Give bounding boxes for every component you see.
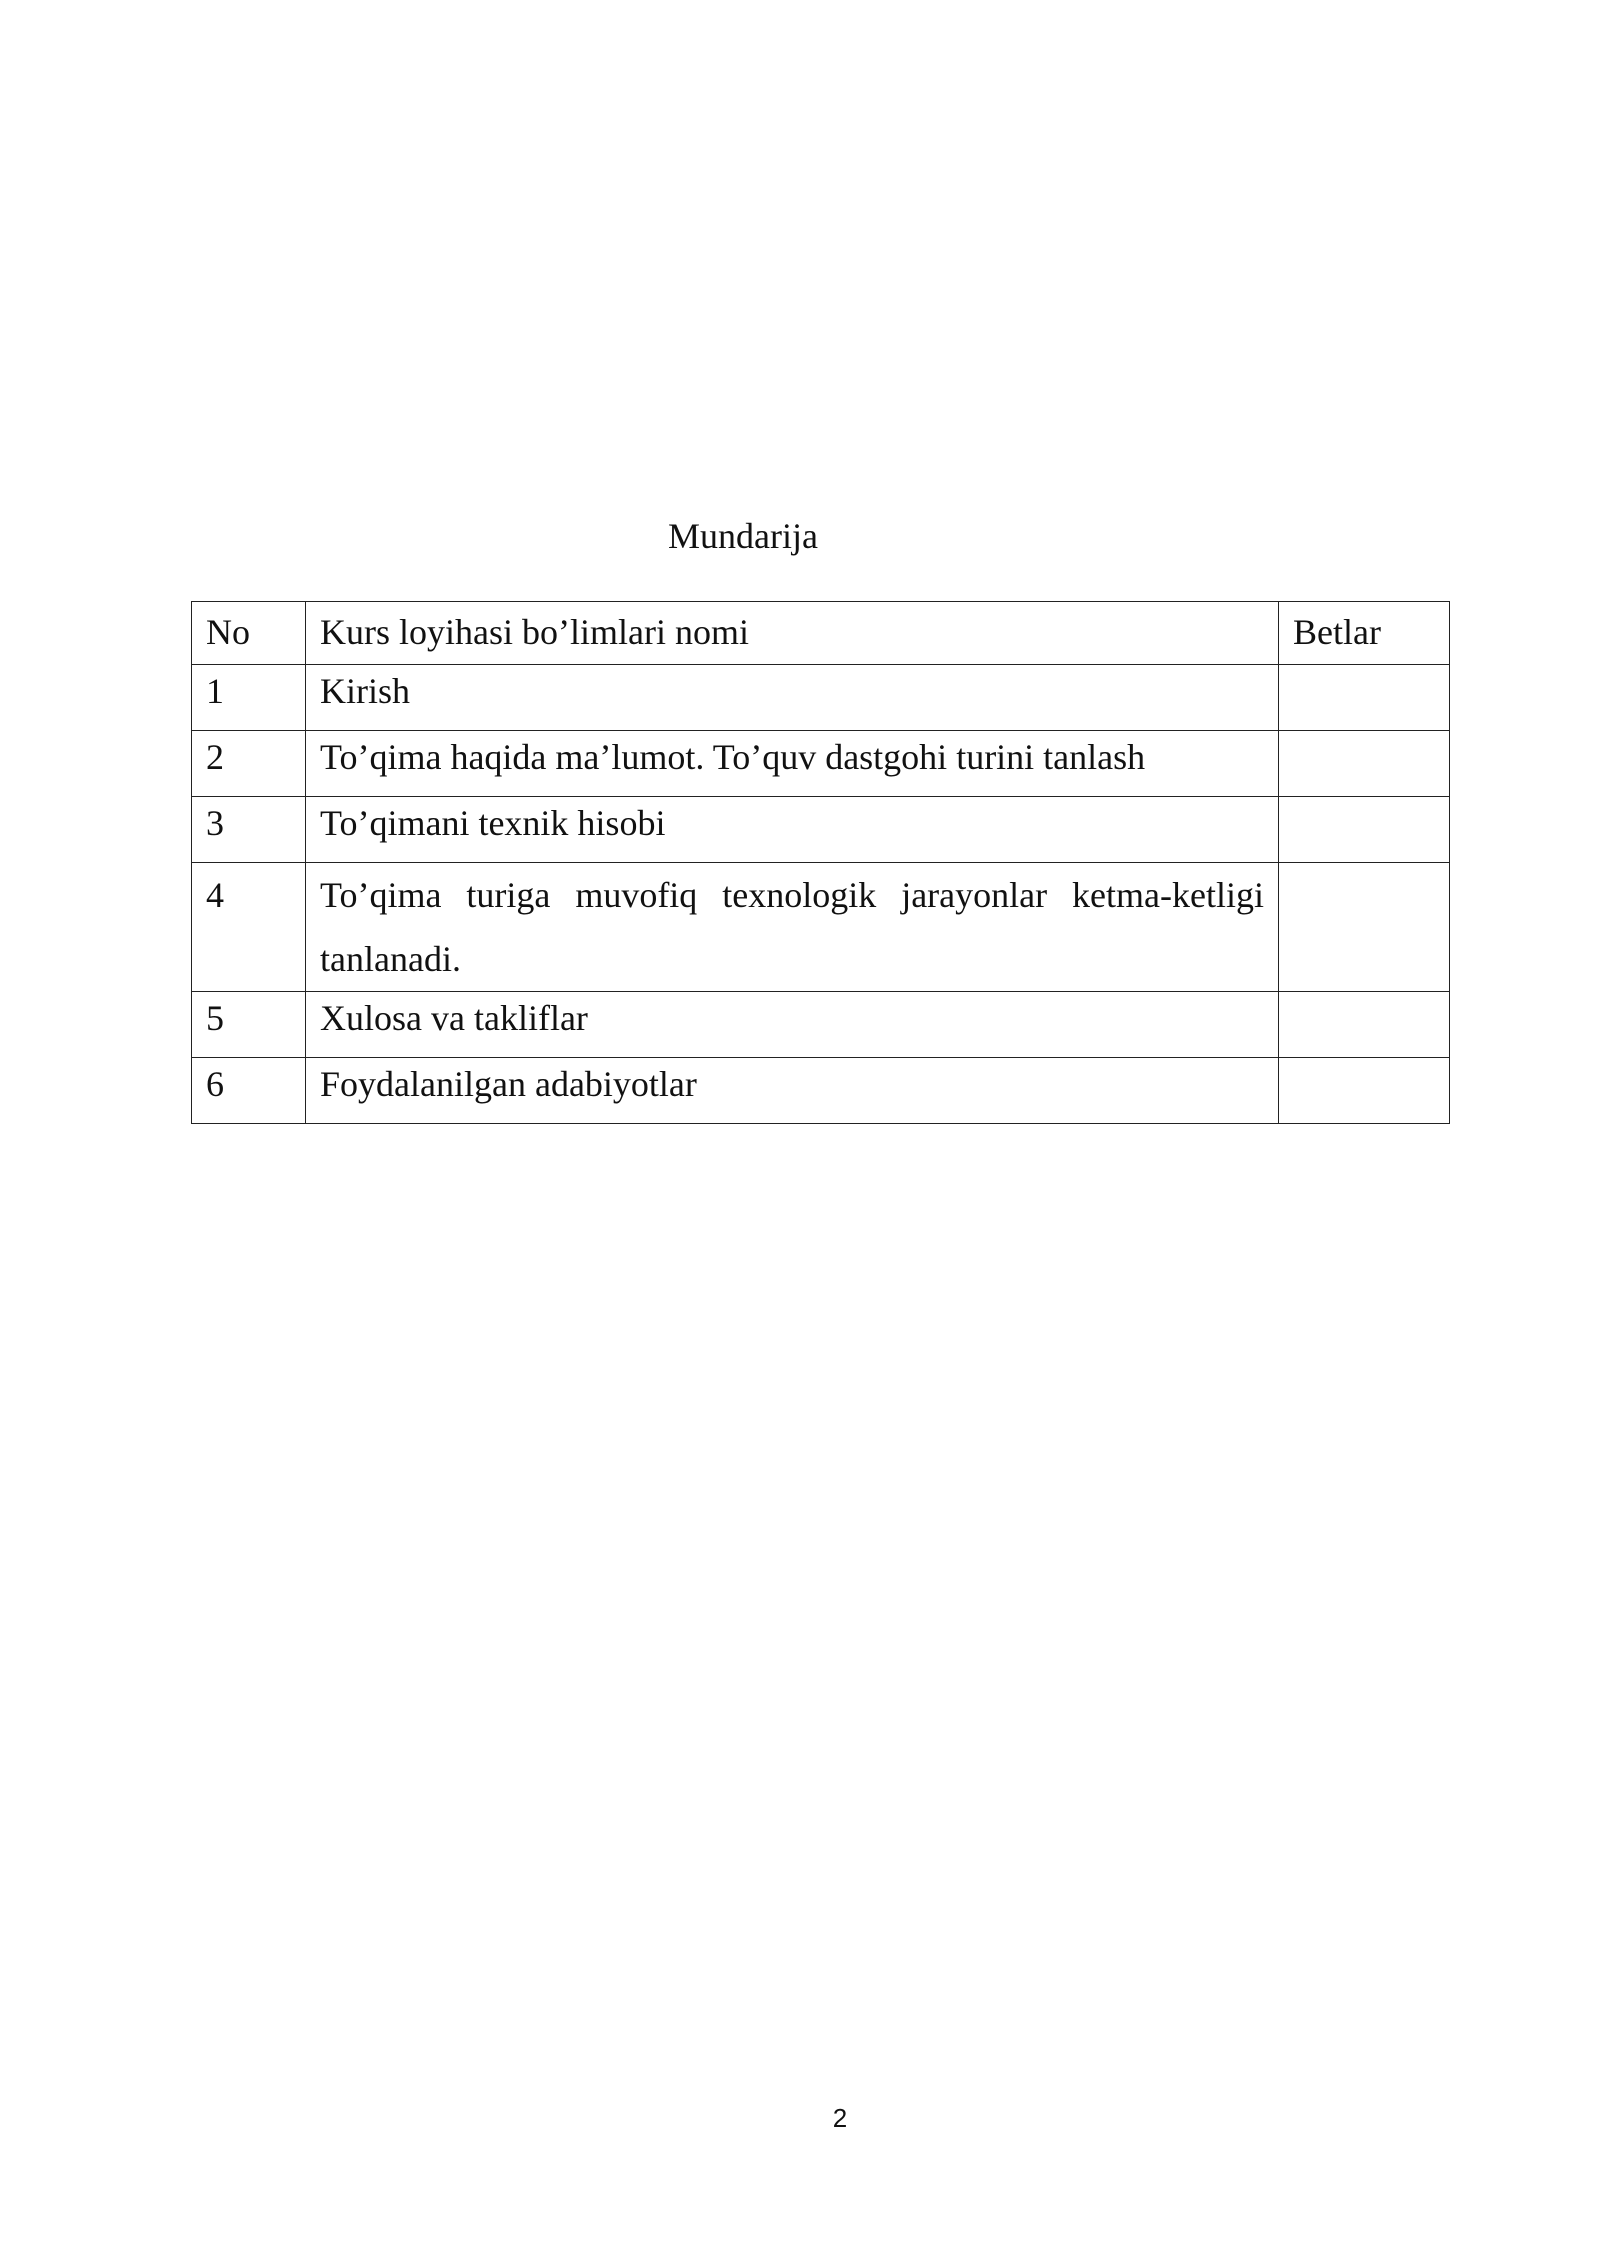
row-section-name: To’qima haqida ma’lumot. To’quv dastgohi turini tanlash <box>306 731 1279 797</box>
row-pages <box>1279 797 1450 863</box>
row-pages <box>1279 731 1450 797</box>
row-number: 6 <box>192 1058 306 1124</box>
row-section-name: To’qima turiga muvofiq texnologik jarayonlar ketma-ketligi tanlanadi. <box>306 863 1279 992</box>
row-number: 2 <box>192 731 306 797</box>
row-pages <box>1279 992 1450 1058</box>
row-number: 4 <box>192 863 306 992</box>
row-pages <box>1279 665 1450 731</box>
table-row <box>192 1058 1450 1124</box>
header-number: No <box>192 602 306 665</box>
header-section-name: Kurs loyihasi bo’limlari nomi <box>306 602 1279 665</box>
page-number: 2 <box>832 2103 848 2133</box>
row-section-name: Xulosa va takliflar <box>306 992 1279 1058</box>
table-of-contents <box>191 601 1450 1124</box>
page-title: Mundarija <box>668 516 818 556</box>
table-row <box>192 797 1450 863</box>
table-row <box>192 992 1450 1058</box>
row-pages <box>1279 863 1450 992</box>
row-number: 5 <box>192 992 306 1058</box>
header-pages: Betlar <box>1279 602 1450 665</box>
table-row <box>192 731 1450 797</box>
row-section-name: Kirish <box>306 665 1279 731</box>
row-pages <box>1279 1058 1450 1124</box>
table-row <box>192 665 1450 731</box>
table-header-row <box>192 602 1450 665</box>
row-number: 1 <box>192 665 306 731</box>
row-section-name: To’qimani texnik hisobi <box>306 797 1279 863</box>
row-section-name: Foydalanilgan adabiyotlar <box>306 1058 1279 1124</box>
table-row <box>192 863 1450 992</box>
row-number: 3 <box>192 797 306 863</box>
